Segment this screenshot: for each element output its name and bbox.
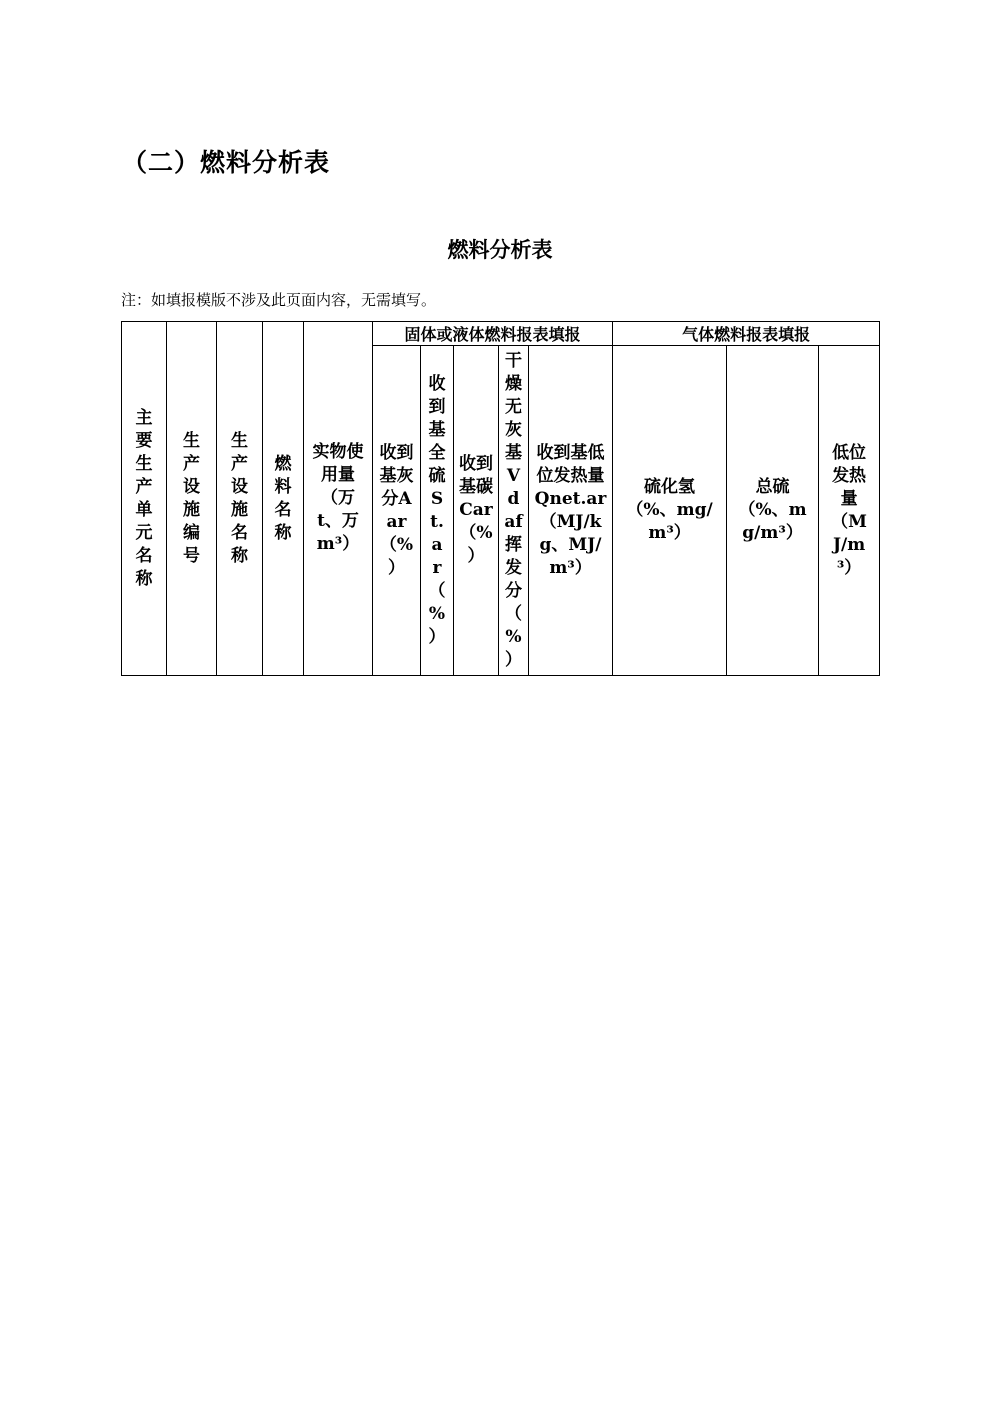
header-carbon-car: 收到基碳Car（%） <box>454 346 499 676</box>
header-total-sulfur: 总硫（%、mg/m³） <box>727 346 819 676</box>
group-header-gas: 气体燃料报表填报 <box>613 322 880 346</box>
header-facility-name: 生产设施名称 <box>217 322 263 676</box>
fuel-analysis-table <box>121 321 880 676</box>
header-volatile-vdaf: 干燥无灰基Vdaf挥发分（%） <box>499 346 529 676</box>
header-sulfur-star: 收到基全硫St.ar（%） <box>421 346 454 676</box>
table-title: 燃料分析表 <box>447 238 553 262</box>
header-low-heating-value: 低位发热量（MJ/m³） <box>819 346 880 676</box>
header-facility-id: 生产设施编号 <box>167 322 217 676</box>
table-note: 注：如填报模版不涉及此页面内容，无需填写。 <box>121 291 437 309</box>
header-hydrogen-sulfide: 硫化氢（%、mg/m³） <box>613 346 727 676</box>
section-heading: （二）燃料分析表 <box>122 148 331 177</box>
header-heating-value-qnet: 收到基低位发热量Qnet.ar（MJ/kg、MJ/m³） <box>529 346 613 676</box>
header-fuel-name: 燃料名称 <box>263 322 304 676</box>
header-actual-usage: 实物使用量（万t、万m³） <box>304 322 373 676</box>
group-header-solid-liquid: 固体或液体燃料报表填报 <box>373 322 613 346</box>
header-main-unit-name: 主要生产单元名称 <box>122 322 167 676</box>
header-ash-aar: 收到基灰分Aar（%） <box>373 346 421 676</box>
